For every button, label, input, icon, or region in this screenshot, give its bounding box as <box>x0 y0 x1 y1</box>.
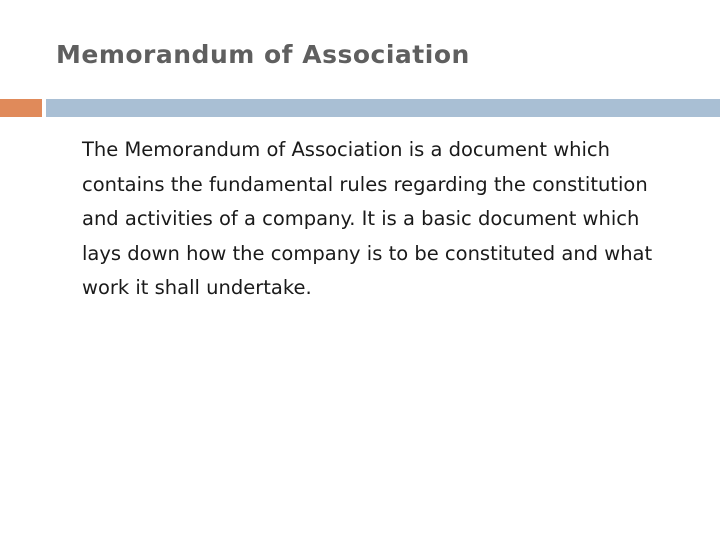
slide-body-text: The Memorandum of Association is a document which contains the fundamental rules regarding the constitution and activities of a company. It is a basic document which lays down how the company is to be constituted and what work it shall undertake. <box>82 138 653 299</box>
slide-title: Memorandum of Association <box>56 40 470 69</box>
title-rule-accent <box>0 99 42 117</box>
title-rule-bar <box>46 99 720 117</box>
